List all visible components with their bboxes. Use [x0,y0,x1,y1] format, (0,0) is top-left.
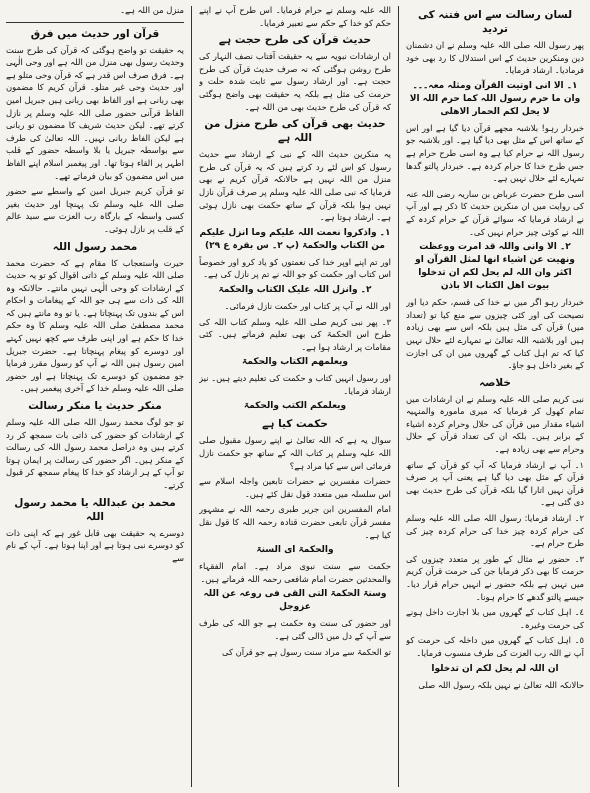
paragraph: منزل من اللہ ہے۔ [120,5,184,15]
paragraph: ٢۔ ارشاد فرمایا: رسول اللہ صلی اللہ علیہ وسلم کی حرام کردہ چیز خدا کی حرام کردہ چیز کی طرح حرام ہے۔ [406,513,584,549]
paragraph: سوال یہ ہے کہ اللہ تعالیٰ نے اپنے رسول مقبول صلی اللہ علیہ وسلم پر کتاب اللہ کے ساتھ جو حکمت نازل فرمائی اس سے کیا مراد ہے؟ [199,435,391,471]
paragraph: خبردار رہو اگر میں نے خدا کی قسم، حکم دیا اور نصیحت کی اور کئی چیزوں سے منع کیا تو (تعداد میں) قرآن کی مثل ہیں بلکہ اس سے بھی زیادہ ہیں اور بلاشبہ اللہ تعالیٰ نے تمہارے لئے حلال نہیں کیا کہ تم اہل کتاب کے گھروں میں ان کی اجازت کے بغیر داخل ہو جاؤ۔ [406,297,584,371]
section-heading: محمد رسول اللہ [52,240,138,253]
paragraph: اور اللہ نے آپ پر کتاب اور حکمت نازل فرمائی۔ [224,300,391,311]
paragraph: اور تم اپنے اوپر خدا کی نعمتوں کو یاد کرو اور خصوصاً اس کتاب اور حکمت کو جو اللہ نے تم پر نازل کی ہے۔ [199,256,391,280]
column-left [6,4,184,789]
column-middle [199,4,391,789]
paragraph: پھر رسول اللہ صلی اللہ علیہ وسلم نے ان دشمنان دین ومنکرین حدیث کے اس استدلال کا رد بھی خود فرمادیا۔ ارشاد فرمایا۔ [406,40,584,76]
section-heading: منکر حدیث یا منکر رسالت [28,400,162,413]
paragraph: حضرات مفسرین نے حضرات تابعین واجلہ اسلام سے اس سلسلہ میں متعدد قول نقل کئے ہیں۔ [199,476,391,499]
paragraph: یہ منکرین حدیث اللہ کے نبی کے ارشاد سے حدیث رسول کو اس لئے رد کرتے ہیں کہ یہ قرآن کی طرح منزل من اللہ نہیں ہے حالانکہ قرآن کریم نے بھی فرمایا کہ نبی صلی اللہ علیہ وسلم پر صرف قرآن نازل نہیں ہوا بلکہ قرآن کے ساتھ حکمت بھی نازل ہوئی ہے۔ ارشاد ہوتا ہے۔ [199,149,391,223]
paragraph: امام المفسرین ابن جریر طبری رحمہ اللہ نے مشہور مفسر قرآن تابعی حضرت قتادہ رحمہ اللہ کا قول نقل کیا ہے۔ [199,504,391,540]
section-heading: قرآن اور حدیث میں فرق [30,27,160,40]
arabic-quote: ویعلمھم الکتاب والحکمۃ [242,357,348,368]
arabic-quote: ١۔ واذکروا نعمت اللہ علیکم وما انزل علیکم من الکتاب والحکمۃ (پ ٢۔ س بقرہ ع ٢٩) [199,227,391,251]
paragraph: حالانکہ اللہ تعالیٰ نے نہیں بلکہ رسول اللہ صلی [418,679,584,690]
paragraph: حکمت سے سنت نبوی مراد ہے۔ امام الفقہاء والمحدثین حضرت امام شافعی رحمہ اللہ فرماتے ہیں۔ [199,561,391,584]
paragraph: ٤۔ اہل کتاب کے گھروں میں بلا اجازت داخل ہونے کی حرمت وغیرہ۔ [406,607,584,630]
paragraph: تو الحکمۃ سے مراد سنت رسول ہے جو قرآن کی [222,646,391,657]
paragraph: اللہ علیہ وسلم نے حرام فرمایا۔ اس طرح آپ نے اپنے حکم کو خدا کے حکم سے تعبیر فرمایا۔ [199,5,391,28]
paragraph: حیرت واستعجاب کا مقام ہے کہ حضرت محمد صلی اللہ علیہ وسلم کے ذاتی اقوال کو تو یہ حدیث کے ارشادات کو وحی الٰہی نہیں مانتے۔ حالانکہ وہ اللہ کی ذات سے ہی جو اللہ کے پیغامات و احکام اس کے بندوں تک پہنچاتا ہے۔ یا تو وہ مانتے ہیں کہ محمد مصطفیٰ صلی اللہ علیہ وسلم کا وہ حکم خدا کا حکم ہے اور اپنی طرف سے کچھ نہیں کہتے اور دوسرے کو پیغام پہنچاتا ہے۔ حضرت جبریل امین رسول ہیں اللہ نے آپ کو رسول مقرر فرمایا جو مضمون کو دوسرے تک پہنچاتا ہے اور حضور صلی اللہ علیہ وسلم خدا کے آخری پیغمبر ہیں۔ [6,257,184,394]
paragraph: یہ حقیقت تو واضح ہوگئی کہ قرآن کی طرح سنت وحدیث رسول بھی منزل من اللہ ہے اور وحی الٰہی ہے۔ فرق صرف اس قدر ہے کہ قرآن وحی متلو ہے اور حدیث وحی غیر متلو۔ قرآن کریم کا مضمون بھی ربانی ہے اور الفاظ بھی ربانی ہیں جبریل امین الفاظ قرآنی حضور صلی اللہ علیہ وسلم پر نازل کرتے تھے۔ لیکن حدیث شریف کا مضمون تو ربانی ہے لیکن الفاظ ربانی نہیں۔ اللہ تعالیٰ کی طرف سے بواسطہ جبریل یا بلا واسطہ حضور کے قلب اطہر پر القاء ہوتا تھا۔ اور پیغمبر اسلام اپنے الفاظ میں اس مضمون کو بیان فرماتے تھے۔ [6,44,184,181]
paragraph: ٥۔ اہل کتاب کے گھروں میں داخلہ کی حرمت کو آپ نے اللہ رب العزت کی طرف منسوب فرمایا۔ [406,635,584,658]
paragraph: خبردار رہو! بلاشبہ مجھے قرآن دیا گیا ہے اور اس کے ساتھ اس کے مثل بھی دیا گیا ہے۔ اور بلاشبہ جو رسول اللہ نے حرام کیا ہے وہ اسی طرح حرام ہے جس طرح خدا کا حرام کردہ ہے۔ خبردار پالتو گدھا تمہارے لئے حلال نہیں ہے۔ [406,122,584,184]
paragraph: ١۔ آپ نے ارشاد فرمایا کہ آپ کو قرآن کے ساتھ قرآن کے مثل بھی دیا گیا ہے یعنی آپ پر صرف قرآن نہیں اتارا گیا بلکہ قرآن کی طرح حدیث بھی دی گئی ہے۔ [406,459,584,508]
paragraph: اور رسول انہیں کتاب و حکمت کی تعلیم دیتے ہیں۔ نیز ارشاد فرمایا۔ [199,373,391,396]
column-divider [191,6,192,787]
arabic-quote: ویعلمکم الکتب والحکمۃ [243,401,347,412]
paragraph: اور حضور کی سنت وہ حکمت ہے جو اللہ کی طرف سے آپ کے دل میں ڈالی گئی ہے۔ [199,618,391,641]
paragraph: ان ارشادات نبویہ سے یہ حقیقت آفتاب نصف النہار کی طرح روشن ہوگئی کہ نہ صرف حدیث قرآن کی طرح حجت ہے۔ اور ارشاد رسول سے ثابت شدہ حلت و حرمت کی مثل ہے بلکہ یہ حقیقت بھی واضح ہوگئی کہ قرآن کی طرح حدیث بھی من اللہ ہے۔ [199,51,391,112]
arabic-quote: ٢۔ الا وانی واللہ قد امرت ووعظت ونھیت عن اشیاء انھا لمثل القرآن او اکثر وان اللہ لم یحل لکم ان تدخلوا بیوت اھل الکتاب الا باذن [415,242,575,292]
arabic-quote: وسنۃ الحکمۃ التی القی فی روعہ عن اللہ عزوجل [203,589,387,613]
paragraph: نبی کریم صلی اللہ علیہ وسلم نے ان ارشادات میں تمام کھول کر فرمایا کہ میری مامورہ والمنہیہ اشیاء مقدار میں قرآن کی حلال وحرام کردہ اشیاء کے برابر ہیں۔ بلکہ ان کی تعداد قرآن کے حلال وحرام سے بھی زیادہ ہے۔ [406,393,584,455]
paragraph: ٣۔ حضور نے مثال کے طور پر متعدد چیزوں کی حرمت کا بھی ذکر فرمایا جن کی حرمت قرآن کریم میں نہیں ہے بلکہ حضور نے انہیں حرام قرار دیا۔ جیسے پالتو گدھے کا حرام ہونا۔ [406,553,584,602]
section-heading: حدیث بھی قرآن کی طرح منزل من اللہ ہے [204,118,386,145]
paragraph: ٣۔ پھر نبی کریم صلی اللہ علیہ وسلم کتاب اللہ کی طرح اس الحکمۃ کی بھی تعلیم فرماتے ہیں۔ کئی مقامات پر ارشاد ہوا ہے۔ [199,316,391,352]
section-heading: خلاصہ [479,376,511,389]
arabic-quote: ١۔ الا انی اوتیت القرآن ومثلہ معہ۔۔۔ وان ما حرم رسول اللہ کما حرم اللہ الا لا یحل لکم الحمار الاھلی [409,80,581,117]
section-heading: لسان رسالت سے اس فتنہ کی تردید [417,9,573,35]
arabic-quote: ٢۔ وانزل اللہ علیک الکتاب والحکمۃ [218,284,372,295]
newspaper-page [6,4,584,789]
section-heading: حکمت کیا ہے [262,418,328,431]
paragraph: اسی طرح حضرت عرباض بن ساریہ رضی اللہ عنہ کی روایت میں ان منکرین حدیث کا ذکر ہے اور آپ نے ارشاد فرمایا کہ سوائے قرآن کے حرام کردہ کے اللہ نے کوئی چیز حرام نہیں کی۔ [406,188,584,237]
section-heading: محمد بن عبداللہ یا محمد رسول اللہ [14,496,176,523]
arabic-quote: ان اللہ لم یحل لکم ان تدخلوا [431,663,559,674]
paragraph: دوسرے یہ حقیقت بھی قابل غور ہے کہ اپنی ذات کو دوسرے نبی ہوتا ہے اور اپنا ہوتا ہے۔ آپ کے نام سے [6,527,184,563]
section-heading: حدیث قرآن کی طرح حجت ہے [218,34,372,47]
paragraph: تو جو لوگ محمد رسول اللہ صلی اللہ علیہ وسلم کے ارشادات کو حضور کی ذاتی بات سمجھ کر رد کرتے ہیں وہ دراصل محمد رسول اللہ کی رسالت کے منکر ہیں۔ اگر حضور کی رسالت پر ایمان ہوتا تو آپ کے ہر ارشاد کو خدا کا پیغام سمجھ کر قبول کرتے۔ [6,417,184,490]
separator [6,22,184,23]
column-right [406,4,584,789]
arabic-quote: والحکمۃ ای السنۃ [256,545,334,556]
paragraph: تو قرآن کریم جبریل امین کے واسطے سے حضور صلی اللہ علیہ وسلم تک پہنچا اور حدیث بغیر کسی واسطہ کے بارگاہ رب العزت سے سید عالم کے قلب پر نازل ہوئی۔ [6,186,184,234]
column-divider [398,6,399,787]
